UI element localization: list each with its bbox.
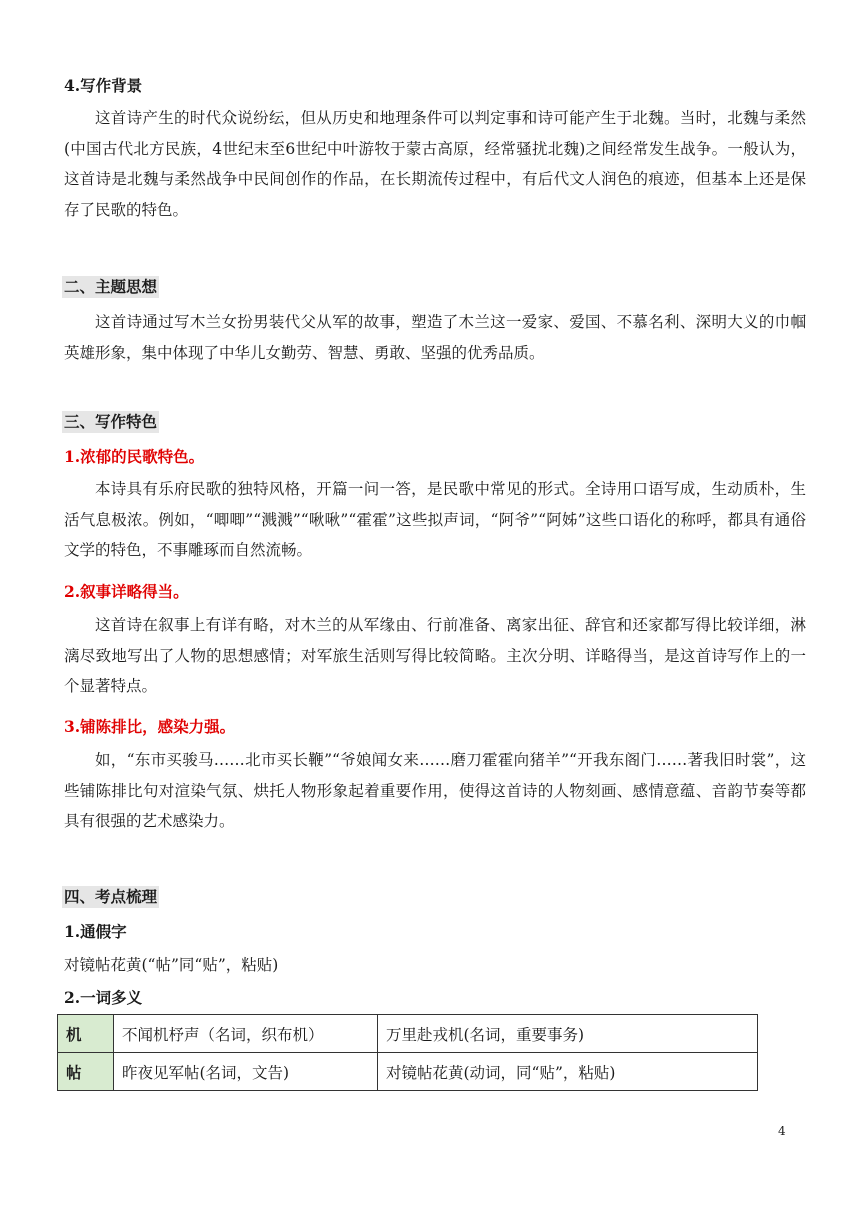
page-number: 4: [778, 1124, 786, 1138]
polysemy-word: 帖: [58, 1053, 114, 1091]
theme-paragraph: 这首诗通过写木兰女扮男装代父从军的故事，塑造了木兰这一爱家、爱国、不慕名利、深明大义的巾帼英雄形象，集中体现了中华儿女勤劳、智慧、勇敢、坚强的优秀品质。: [64, 313, 806, 362]
feature-paragraph-1: 本诗具有乐府民歌的独特风格，开篇一问一答，是民歌中常见的形式。全诗用口语写成，生动质朴，生活气息极浓。例如，“唧唧”“溅溅”“啾啾”“霍霍”这些拟声词，“阿爷”“阿姊”这些口语化的称呼，都具有通俗文学的特色，不事雕琢而自然流畅。: [64, 480, 806, 559]
feature-title-2: 2.叙事详略得当。: [64, 582, 189, 601]
table-row: [58, 1015, 758, 1053]
feature-title-1: 1.浓郁的民歌特色。: [64, 447, 205, 466]
polysemy-table: [57, 1014, 758, 1091]
polysemy-example: 万里赴戎机(名词，重要事务): [378, 1015, 758, 1053]
section-heading-theme: 二、主题思想: [64, 277, 158, 296]
section-heading-review: 四、考点梳理: [64, 887, 158, 906]
feature-title-3: 3.铺陈排比，感染力强。: [64, 717, 236, 736]
feature-paragraph-2: 这首诗在叙事上有详有略，对木兰的从军缘由、行前准备、离家出征、辞官和还家都写得比较详细，淋漓尽致地写出了人物的思想感情；对军旅生活则写得比较简略。主次分明、详略得当，是这首诗写作上的一个显著特点。: [64, 616, 806, 695]
feature-paragraph-3: 如，“东市买骏马……北市买长鞭”“爷娘闻女来……磨刀霍霍向猪羊”“开我东阁门……著我旧时裳”，这些铺陈排比句对渲染气氛、烘托人物形象起着重要作用，使得这首诗的人物刻画、感情意蕴、音韵节奏等都具有很强的艺术感染力。: [64, 751, 806, 830]
polysemy-word: 机: [58, 1015, 114, 1053]
tongjiazi-title: 1.通假字: [64, 922, 127, 941]
polysemy-example: 不闻机杼声（名词，织布机）: [114, 1015, 378, 1053]
section-heading-features: 三、写作特色: [64, 412, 158, 431]
polysemy-example: 昨夜见军帖(名词，文告): [114, 1053, 378, 1091]
writing-background-paragraph: 这首诗产生的时代众说纷纭，但从历史和地理条件可以判定事和诗可能产生于北魏。当时，北魏与柔然(中国古代北方民族，4世纪末至6世纪中叶游牧于蒙古高原，经常骚扰北魏)之间经常发生战争。一般认为，这首诗是北魏与柔然战争中民间创作的作品，在长期流传过程中，有后代文人润色的痕迹，但基本上还是保存了民歌的特色。: [64, 109, 806, 219]
tongjiazi-text: 对镜帖花黄(“帖”同“贴”，粘贴): [64, 956, 279, 974]
polysemy-example: 对镜帖花黄(动词，同“贴”，粘贴): [378, 1053, 758, 1091]
table-row: [58, 1053, 758, 1091]
section-heading-writing-background: 4.写作背景: [64, 76, 143, 95]
polysemy-title: 2.一词多义: [64, 988, 143, 1007]
